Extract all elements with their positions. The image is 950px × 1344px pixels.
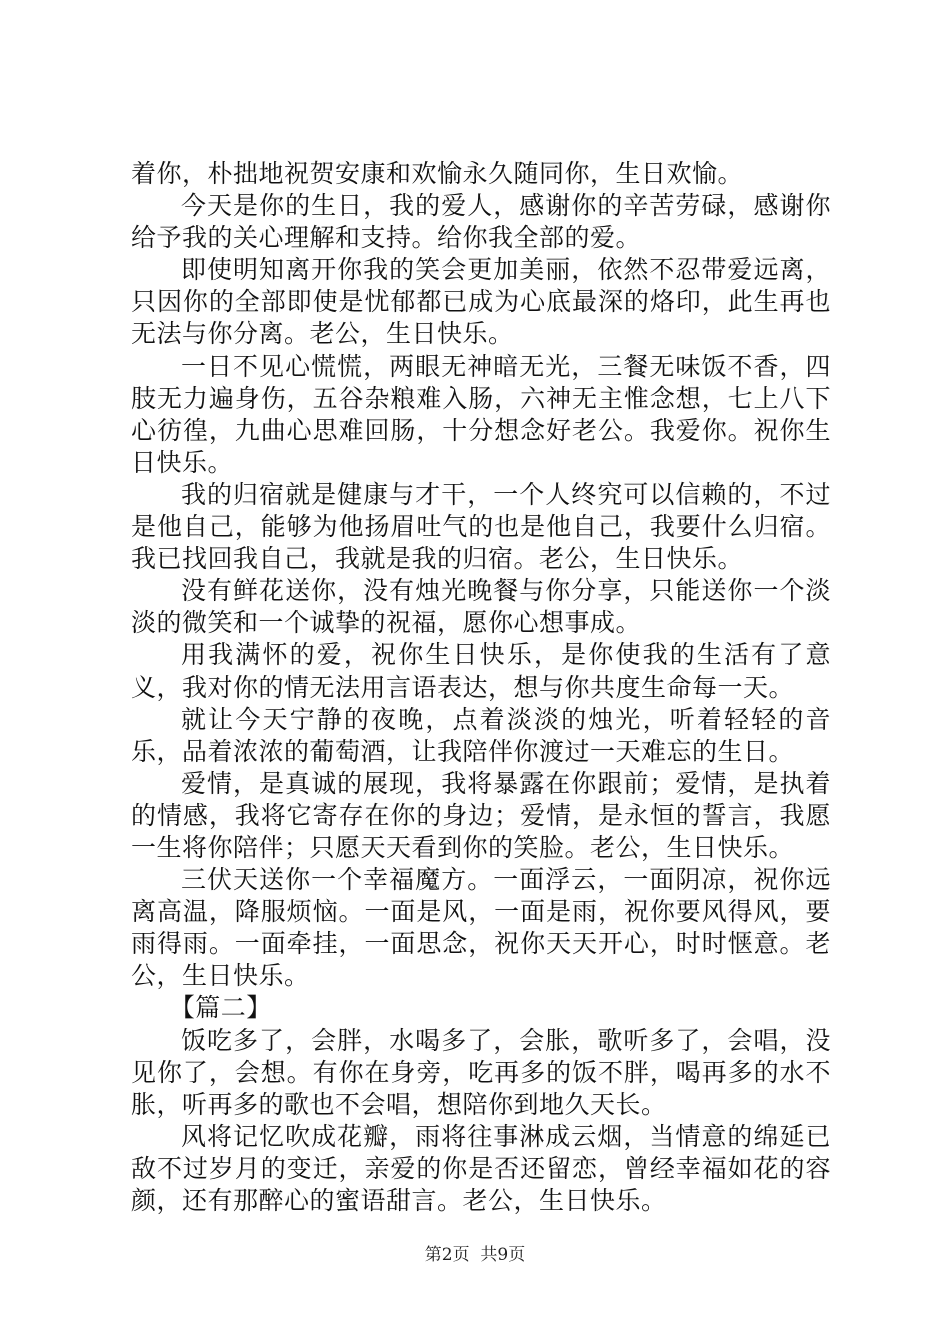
paragraph: 用我满怀的爱，祝你生日快乐，是你使我的生活有了意义，我对你的情无法用言语表达，想与你共度生命每一天。: [131, 640, 831, 702]
page-footer: [0, 1240, 950, 1265]
paragraph-continuation: 着你，朴拙地祝贺安康和欢愉永久随同你，生日欢愉。: [131, 159, 744, 188]
paragraph: 没有鲜花送你，没有烛光晚餐与你分享，只能送你一个淡淡的微笑和一个诚挚的祝福，愿你心想事成。: [131, 576, 831, 638]
paragraph: 三伏天送你一个幸福魔方。一面浮云，一面阴凉，祝你远离高温，降服烦恼。一面是风，一面是雨，祝你要风得风，要雨得雨。一面牵挂，一面思念，祝你天天开心，时时惬意。老公，生日快乐。: [131, 865, 831, 991]
paragraph: 即使明知离开你我的笑会更加美丽，依然不忍带爱远离，只因你的全部即使是忧郁都已成为心底最深的烙印，此生再也无法与你分离。老公，生日快乐。: [131, 255, 831, 349]
document-body: [131, 158, 831, 1217]
paragraph: 我的归宿就是健康与才干，一个人终究可以信赖的，不过是他自己，能够为他扬眉吐气的也是他自己，我要什么归宿。我已找回我自己，我就是我的归宿。老公，生日快乐。: [131, 479, 831, 574]
paragraph: 就让今天宁静的夜晚，点着淡淡的烛光，听着轻轻的音乐，品着浓浓的葡萄酒，让我陪伴你渡过一天难忘的生日。: [131, 704, 831, 766]
section-heading: 【篇二】: [169, 993, 272, 1023]
paragraph: 饭吃多了，会胖，水喝多了，会胀，歌听多了，会唱，没见你了，会想。有你在身旁，吃再多的饭不胖，喝再多的水不胀，听再多的歌也不会唱，想陪你到地久天长。: [131, 1025, 831, 1119]
paragraph: 风将记忆吹成花瓣，雨将往事淋成云烟，当情意的绵延已敌不过岁月的变迁，亲爱的你是否还留恋，曾经幸福如花的容颜，还有那醉心的蜜语甜言。老公，生日快乐。: [131, 1121, 831, 1215]
page-number: 第2页 共9页: [424, 1245, 526, 1265]
paragraph: 一日不见心慌慌，两眼无神暗无光，三餐无味饭不香，四肢无力遍身伤，五谷杂粮难入肠，六神无主惟念想，七上八下心彷徨，九曲心思难回肠，十分想念好老公。我爱你。祝你生日快乐。: [131, 351, 831, 477]
paragraph: 爱情，是真诚的展现，我将暴露在你跟前；爱情，是执着的情感，我将它寄存在你的身边；爱情，是永恒的誓言，我愿一生将你陪伴；只愿天天看到你的笑脸。老公，生日快乐。: [131, 768, 831, 862]
paragraph: 今天是你的生日，我的爱人，感谢你的辛苦劳碌，感谢你给予我的关心理解和支持。给你我全部的爱。: [131, 191, 831, 253]
